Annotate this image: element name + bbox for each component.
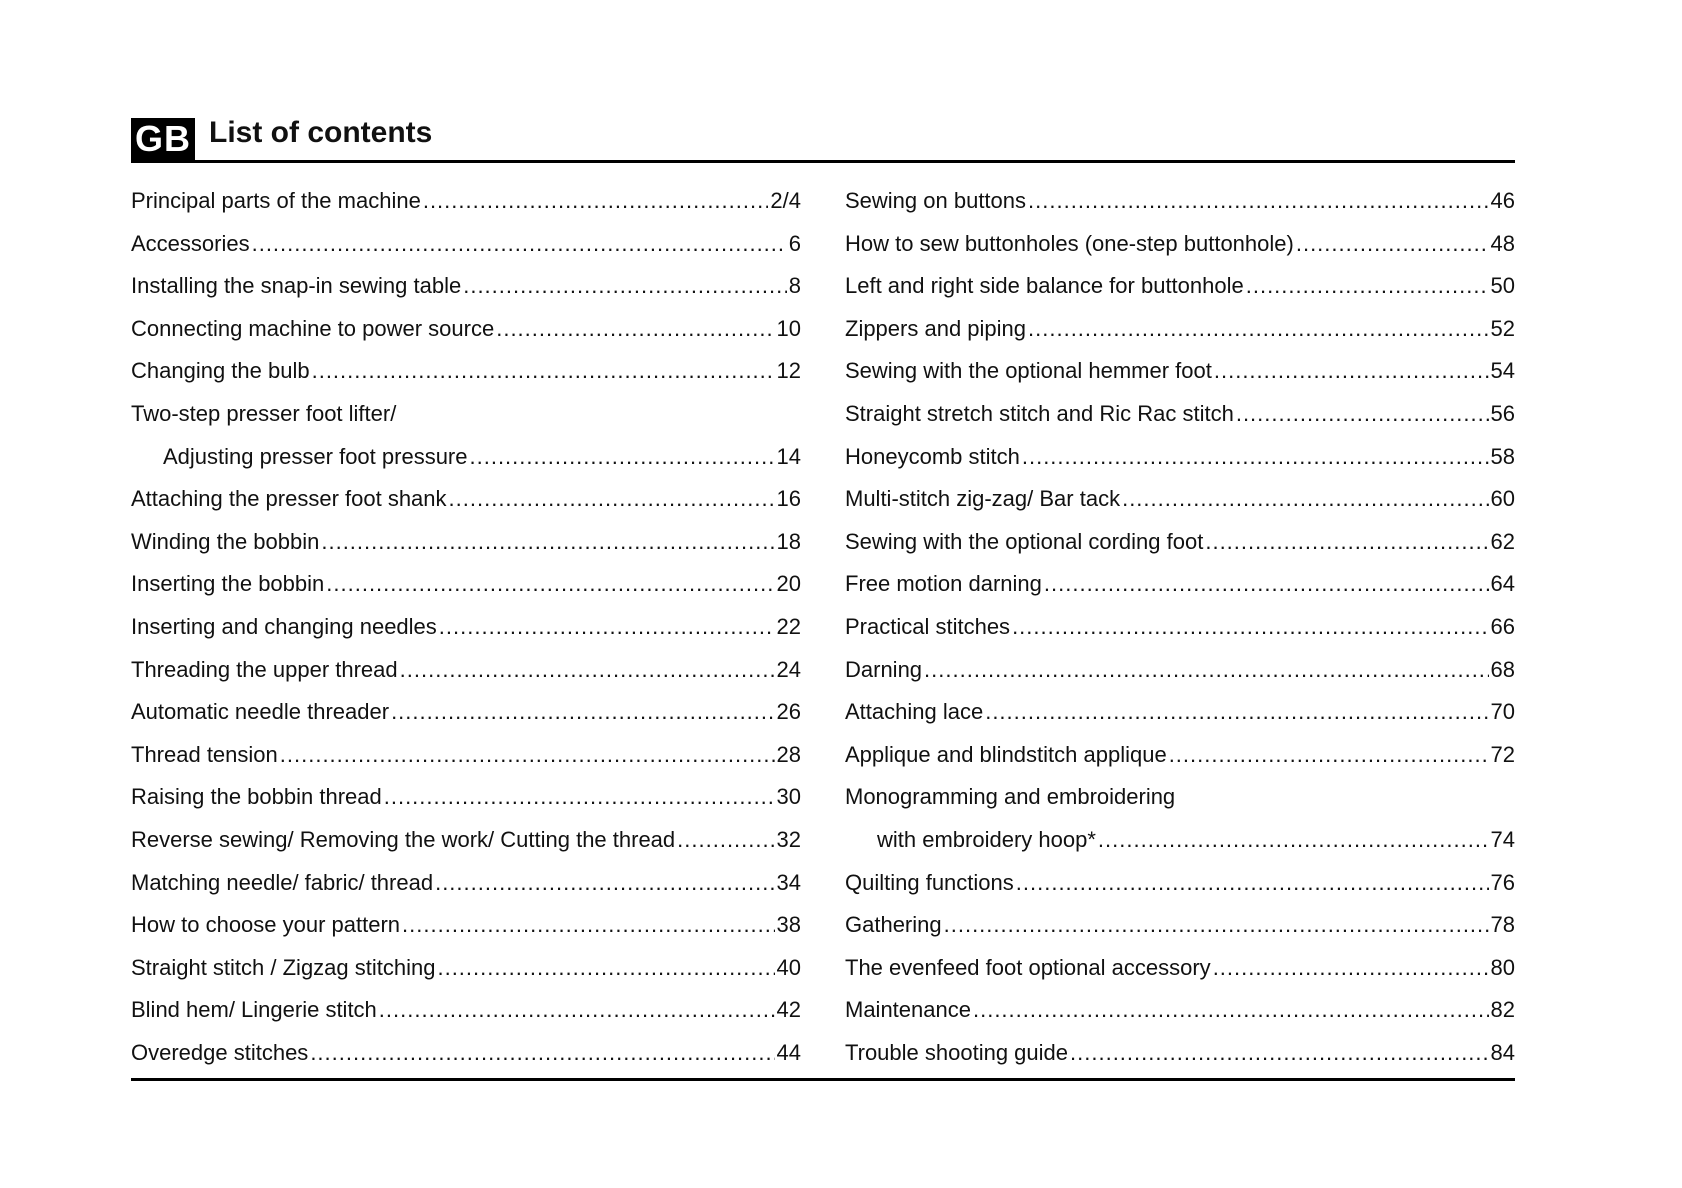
toc-page-number: 66 (1490, 613, 1515, 639)
toc-entry[interactable] (845, 350, 1515, 393)
toc-entry-label: The evenfeed foot optional accessory (845, 954, 1211, 980)
footer-rule (131, 1078, 1515, 1081)
toc-page-number: 62 (1490, 528, 1515, 554)
toc-entry-label: How to choose your pattern (131, 912, 401, 938)
toc-entry-label: Straight stitch / Zigzag stitching (131, 954, 436, 980)
toc-dot-leader (321, 521, 774, 564)
toc-entry-label: Overedge stitches (131, 1039, 309, 1065)
toc-page-number: 48 (1490, 230, 1515, 256)
toc-page-number: 20 (776, 571, 801, 597)
toc-entry-label: Maintenance (845, 997, 971, 1023)
toc-entry-label: Attaching lace (845, 699, 984, 725)
toc-entry-label: Blind hem/ Lingerie stitch (131, 997, 377, 1023)
toc-entry-label: Raising the bobbin thread (131, 784, 382, 810)
toc-page-number: 8 (788, 273, 801, 299)
toc-entry[interactable] (131, 393, 801, 436)
page-title: List of contents (209, 116, 433, 149)
toc-entry[interactable] (845, 691, 1515, 734)
toc-entry-label: Matching needle/ fabric/ thread (131, 869, 434, 895)
toc-entry-label: Monogramming and embroidering (845, 784, 1176, 810)
toc-entry[interactable] (845, 180, 1515, 223)
language-badge: GB (131, 118, 195, 160)
toc-dot-leader (973, 989, 1489, 1032)
toc-entry[interactable] (845, 649, 1515, 692)
toc-entry[interactable] (845, 308, 1515, 351)
toc-dot-leader (1205, 521, 1488, 564)
toc-dot-leader (1012, 606, 1488, 649)
toc-entry-label: Practical stitches (845, 613, 1011, 639)
toc-page-number: 14 (776, 443, 801, 469)
toc-entry-label: Thread tension (131, 741, 278, 767)
toc-page-number: 26 (776, 699, 801, 725)
toc-entry[interactable] (131, 521, 801, 564)
toc-entry-label: Trouble shooting guide (845, 1039, 1069, 1065)
toc-dot-leader (1022, 436, 1489, 479)
toc-entry-label: Sewing with the optional cording foot (845, 528, 1204, 554)
toc-entry-label: Accessories (131, 230, 250, 256)
toc-page-number: 24 (776, 656, 801, 682)
toc-page-number: 38 (776, 912, 801, 938)
toc-entry-label: Sewing on buttons (845, 188, 1027, 213)
toc-page-number: 30 (776, 784, 801, 810)
toc-page-number: 32 (776, 826, 801, 852)
toc-entry-label: Inserting and changing needles (131, 613, 437, 639)
toc-page-number: 10 (776, 315, 801, 341)
toc-dot-leader (1028, 308, 1489, 351)
toc-page-number: 50 (1490, 273, 1515, 299)
toc-entry[interactable] (845, 265, 1515, 308)
toc-entry-label: Connecting machine to power source (131, 315, 495, 341)
toc-page-number: 44 (776, 1039, 801, 1065)
toc-dot-leader (677, 819, 774, 862)
toc-entry-label: Threading the upper thread (131, 656, 398, 682)
toc-dot-leader (252, 223, 787, 266)
toc-dot-leader (1070, 1032, 1489, 1075)
toc-entry[interactable] (845, 1032, 1515, 1075)
toc-dot-leader (1016, 862, 1489, 905)
toc-dot-leader (470, 436, 775, 479)
toc-page-number: 22 (776, 613, 801, 639)
toc-entry[interactable] (131, 819, 801, 862)
toc-entry[interactable] (131, 350, 801, 393)
toc-dot-leader (312, 350, 775, 393)
toc-dot-leader (437, 947, 774, 990)
toc-page-number: 46 (1490, 188, 1515, 213)
toc-entry[interactable] (131, 308, 801, 351)
toc-page-number: 52 (1490, 315, 1515, 341)
toc-entry[interactable] (131, 606, 801, 649)
toc-page-number: 70 (1490, 699, 1515, 725)
toc-entry-label: Gathering (845, 912, 942, 938)
toc-entry[interactable] (131, 223, 801, 266)
toc-entry-label: Honeycomb stitch (845, 443, 1020, 469)
toc-entry-label: Darning (845, 656, 923, 682)
toc-entry-label: Attaching the presser foot shank (131, 486, 447, 512)
toc-dot-leader (391, 691, 774, 734)
toc-page-number: 42 (776, 997, 801, 1023)
toc-page-number: 58 (1490, 443, 1515, 469)
toc-dot-leader (1296, 223, 1489, 266)
toc-entry-label: Principal parts of the machine (131, 188, 421, 213)
toc-dot-leader (439, 606, 775, 649)
toc-entry-label: Zippers and piping (845, 315, 1027, 341)
toc-entry-label: Multi-stitch zig-zag/ Bar tack (845, 486, 1121, 512)
toc-entry-label: How to sew buttonholes (one-step buttonhole) (845, 230, 1294, 256)
toc-entry[interactable] (845, 478, 1515, 521)
toc-dot-leader (985, 691, 1488, 734)
toc-entry[interactable] (845, 734, 1515, 777)
toc-entry[interactable] (845, 223, 1515, 266)
toc-entry[interactable] (131, 989, 801, 1032)
toc-page-number: 40 (776, 954, 801, 980)
toc-entry[interactable] (131, 904, 801, 947)
toc-dot-leader (400, 649, 775, 692)
toc-column-right (845, 180, 1515, 1074)
toc-entry-label: Inserting the bobbin (131, 571, 325, 597)
toc-entry-label: Sewing with the optional hemmer foot (845, 358, 1212, 384)
toc-dot-leader (1122, 478, 1488, 521)
toc-dot-leader (1236, 393, 1489, 436)
toc-entry[interactable] (131, 180, 801, 223)
toc-page-number: 18 (776, 528, 801, 554)
toc-dot-leader (402, 904, 774, 947)
toc-entry[interactable] (845, 606, 1515, 649)
toc-page-number: 80 (1490, 954, 1515, 980)
toc-entry[interactable] (845, 521, 1515, 564)
toc-page-number: 12 (776, 358, 801, 384)
toc-dot-leader (280, 734, 775, 777)
toc-entry[interactable] (845, 436, 1515, 479)
toc-entry[interactable] (131, 265, 801, 308)
toc-entry[interactable] (845, 393, 1515, 436)
toc-dot-leader (1044, 563, 1489, 606)
toc-dot-leader (449, 478, 775, 521)
toc-entry[interactable] (131, 862, 801, 905)
toc-page-number: 84 (1490, 1039, 1515, 1065)
toc-entry-label: Quilting functions (845, 869, 1014, 895)
toc-page-number: 16 (776, 486, 801, 512)
toc-dot-leader (944, 904, 1489, 947)
toc-entry-label: Left and right side balance for buttonhole (845, 273, 1244, 299)
toc-entry-label: Two-step presser foot lifter/ (131, 400, 397, 426)
toc-page-number: 72 (1490, 741, 1515, 767)
toc-page-number: 60 (1490, 486, 1515, 512)
toc-page-number: 74 (1490, 826, 1515, 852)
toc-dot-leader (1213, 947, 1489, 990)
toc-entry[interactable] (845, 563, 1515, 606)
toc-entry-label: Installing the snap-in sewing table (131, 273, 462, 299)
toc-dot-leader (379, 989, 775, 1032)
toc-page-number: 28 (776, 741, 801, 767)
toc-page-number: 68 (1490, 656, 1515, 682)
toc-dot-leader (384, 776, 775, 819)
toc-entry-label: Automatic needle threader (131, 699, 390, 725)
toc-dot-leader (1169, 734, 1489, 777)
toc-page-number: 56 (1490, 400, 1515, 426)
page-header (131, 114, 1515, 163)
toc-page-number: 6 (788, 230, 801, 256)
toc-dot-leader (463, 265, 787, 308)
toc-dot-leader (924, 649, 1488, 692)
toc-entry[interactable] (845, 776, 1515, 819)
toc-entry[interactable] (131, 691, 801, 734)
toc-entry[interactable] (131, 649, 801, 692)
toc-entry[interactable] (131, 563, 801, 606)
toc-page-number: 76 (1490, 869, 1515, 895)
toc-entry-label: Adjusting presser foot pressure (163, 443, 468, 469)
toc-entry[interactable] (131, 734, 801, 777)
toc-dot-leader (496, 308, 774, 351)
toc-page-number: 78 (1490, 912, 1515, 938)
toc-dot-leader (1246, 265, 1489, 308)
toc-entry[interactable] (845, 947, 1515, 990)
toc-entry[interactable] (845, 989, 1515, 1032)
toc-page-number: 2/4 (770, 188, 801, 213)
toc-entry[interactable] (845, 862, 1515, 905)
toc-entry[interactable] (845, 904, 1515, 947)
toc-entry[interactable] (845, 819, 1515, 862)
toc-entry-label: Changing the bulb (131, 358, 310, 384)
toc-entry[interactable] (131, 947, 801, 990)
toc-dot-leader (1214, 350, 1489, 393)
toc-dot-leader (435, 862, 774, 905)
toc-page-number: 82 (1490, 997, 1515, 1023)
toc-column-left (131, 180, 801, 1074)
toc-entry[interactable] (131, 1032, 801, 1075)
toc-entry[interactable] (131, 436, 801, 479)
toc-dot-leader (1098, 819, 1489, 862)
toc-page-number: 64 (1490, 571, 1515, 597)
toc-page-number: 54 (1490, 358, 1515, 384)
toc-entry-label: Free motion darning (845, 571, 1042, 597)
toc-dot-leader (1028, 180, 1488, 223)
toc-entry-label: Applique and blindstitch applique (845, 741, 1167, 767)
toc-page-number: 34 (776, 869, 801, 895)
toc-entry[interactable] (131, 478, 801, 521)
table-of-contents (131, 180, 1515, 1074)
toc-entry-label: Winding the bobbin (131, 528, 320, 554)
toc-entry[interactable] (131, 776, 801, 819)
toc-entry-label: with embroidery hoop* (877, 826, 1096, 852)
toc-entry-label: Reverse sewing/ Removing the work/ Cutting the thread (131, 826, 676, 852)
toc-dot-leader (326, 563, 774, 606)
toc-dot-leader (310, 1032, 774, 1075)
toc-dot-leader (423, 180, 769, 223)
toc-entry-label: Straight stretch stitch and Ric Rac stitch (845, 400, 1234, 426)
